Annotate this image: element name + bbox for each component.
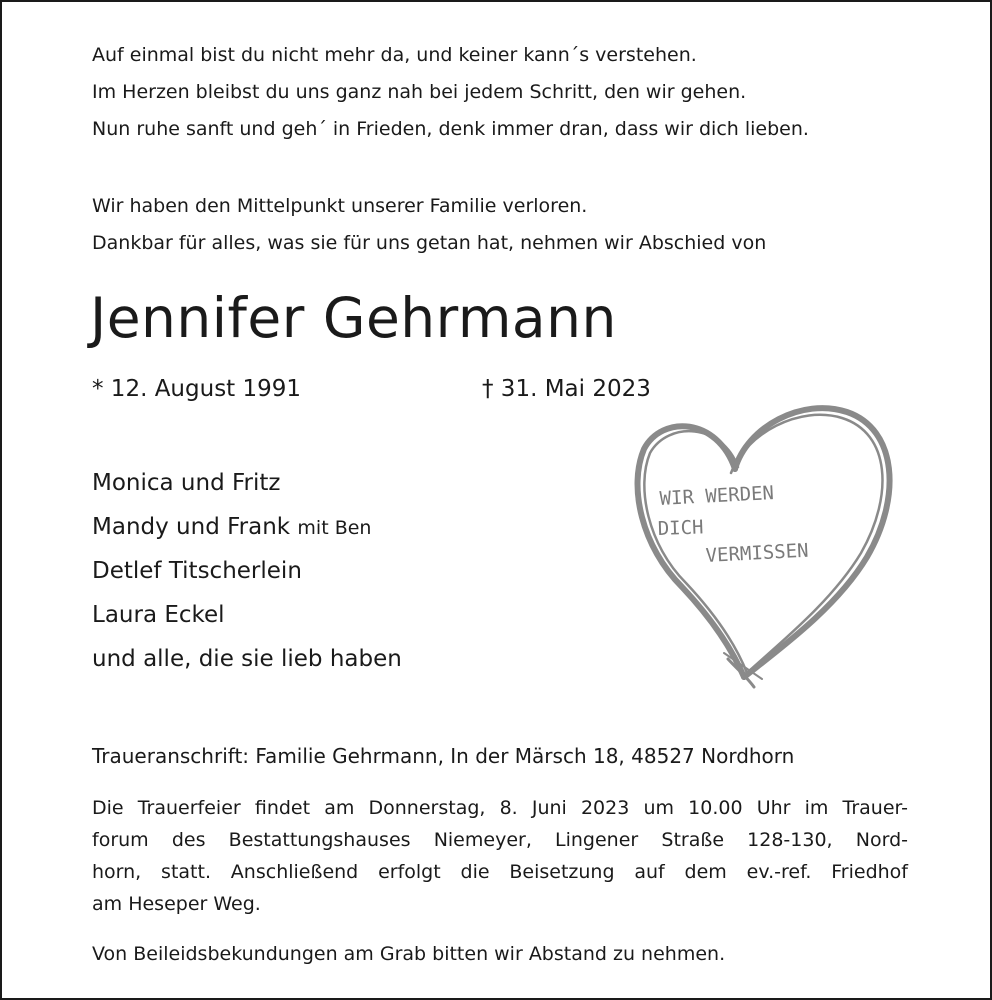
mourning-address: Traueranschrift: Familie Gehrmann, In der Märsch 18, 48527 Nordhorn [92,744,795,768]
intro-line-1: Wir haben den Mittelpunkt unserer Familie verloren. [92,195,588,217]
poem-line-2: Im Herzen bleibst du uns ganz nah bei jedem Schritt, den wir gehen. [92,81,747,103]
mourner-5: und alle, die sie lieb haben [92,646,402,672]
deceased-name: Jennifer Gehrmann [90,286,617,350]
ceremony-line-1: Die Trauerfeier findet am Donnerstag, 8. Juni 2023 um 10.00 Uhr im Trauer- [92,797,908,819]
mourner-3: Detlef Titscherlein [92,558,302,584]
mourner-4: Laura Eckel [92,602,225,628]
mourner-1: Monica und Fritz [92,470,281,496]
heart-text-line-3: VERMISSEN [705,539,810,567]
mourner-2-small: mit Ben [297,517,372,539]
heart-text-line-1: WIR WERDEN [659,482,775,510]
ceremony-line-3: horn, statt. Anschließend erfolgt die Beisetzung auf dem ev.-ref. Friedhof [92,861,908,883]
heart-drawing [632,387,902,692]
death-date: † 31. Mai 2023 [482,376,651,402]
ceremony-line-2: forum des Bestattungshauses Niemeyer, Lingener Straße 128-130, Nord- [92,829,908,851]
mourner-2-main: Mandy und Frank [92,514,291,540]
heart-text-line-2: DICH [657,516,704,540]
closing-note: Von Beileidsbekundungen am Grab bitten wir Abstand zu nehmen. [92,943,726,965]
birth-date: * 12. August 1991 [92,376,302,402]
poem-line-3: Nun ruhe sanft und geh´ in Frieden, denk immer dran, dass wir dich lieben. [92,118,809,140]
mourner-2 [92,514,371,540]
ceremony-line-4: am Heseper Weg. [92,893,261,915]
poem-line-1: Auf einmal bist du nicht mehr da, und keiner kann´s verstehen. [92,44,697,66]
intro-line-2: Dankbar für alles, was sie für uns getan hat, nehmen wir Abschied von [92,232,767,254]
